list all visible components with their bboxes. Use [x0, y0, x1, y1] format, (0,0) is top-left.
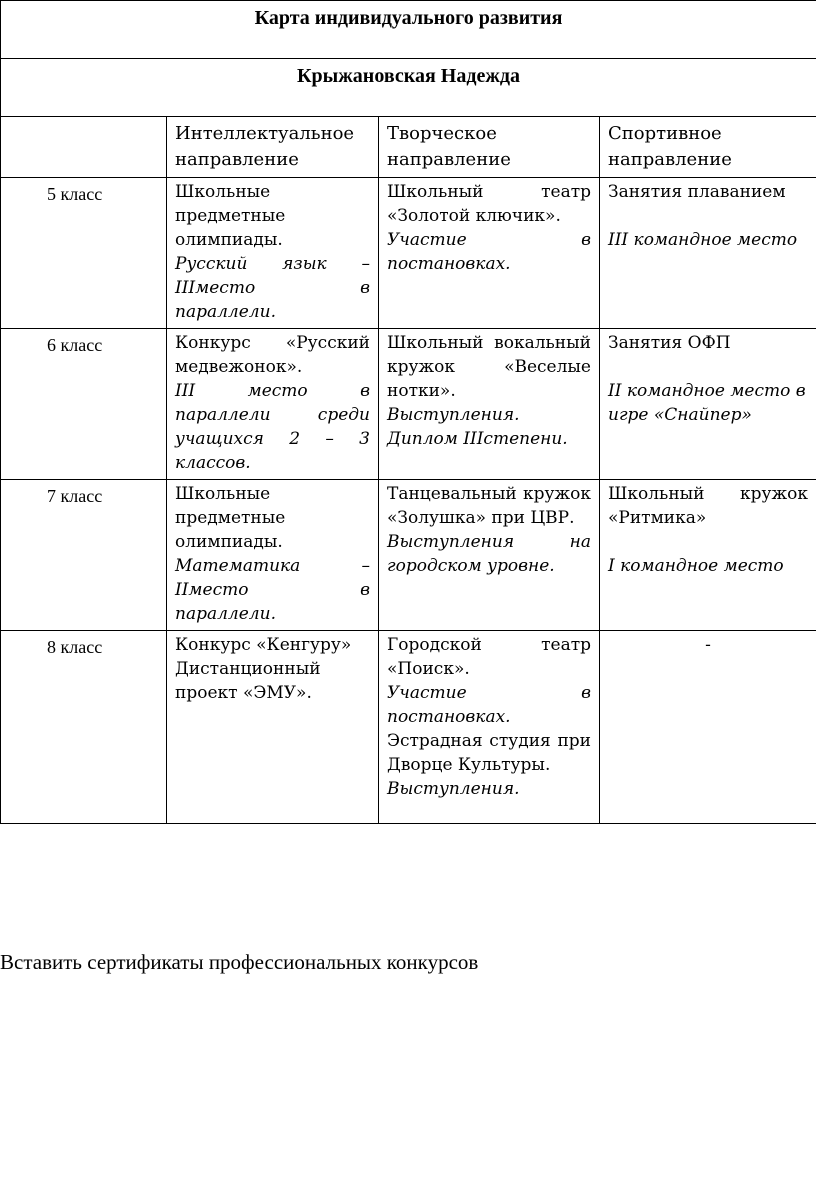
grade-label: 5 класс [1, 178, 167, 329]
intel-text: Школьные предметные олимпиады. [175, 484, 286, 552]
column-header-sport: Спортивное направление [600, 117, 816, 178]
sport-text: Занятия плаванием [608, 182, 786, 202]
table-row [1, 631, 816, 824]
creative-cell [379, 329, 600, 480]
intel-cell [167, 329, 379, 480]
student-name: Крыжановская Надежда [1, 59, 816, 117]
grade-label: 7 класс [1, 480, 167, 631]
card-title: Карта индивидуального развития [1, 1, 816, 59]
sport-text: Занятия ОФП [608, 333, 731, 353]
creative-cell [379, 480, 600, 631]
column-header-intel: Интеллектуальное направление [167, 117, 379, 178]
creative-text-2: Эстрадная студия при Дворце Культуры. [387, 731, 591, 775]
creative-result-2: Выступления. [387, 779, 520, 799]
creative-cell [379, 178, 600, 329]
table-row [1, 178, 816, 329]
table-row [1, 329, 816, 480]
creative-result: Выступления. Диплом IIIстепени. [387, 405, 568, 449]
creative-result: Выступления на городском уровне. [387, 532, 591, 576]
grade-label: 6 класс [1, 329, 167, 480]
empty-header-cell [1, 117, 167, 178]
creative-text: Городской театр «Поиск». [387, 635, 591, 679]
sport-text: - [705, 635, 711, 655]
sport-cell [600, 329, 816, 480]
table-row [1, 480, 816, 631]
intel-result: III место в параллели среди учащихся 2 – 3 классов. [175, 381, 370, 473]
column-header-creative: Творческое направление [379, 117, 600, 178]
sport-cell [600, 631, 816, 824]
footer-note: Вставить сертификаты профессиональных конкурсов [0, 950, 479, 974]
intel-cell [167, 631, 379, 824]
intel-cell [167, 480, 379, 631]
title-row [1, 1, 816, 59]
intel-result: Русский язык – IIIместо в параллели. [175, 254, 370, 322]
grade-label: 8 класс [1, 631, 167, 824]
intel-text: Конкурс «Русский медвежонок». [175, 333, 370, 377]
sport-cell [600, 480, 816, 631]
intel-cell [167, 178, 379, 329]
creative-result: Участие в постановках. [387, 683, 591, 727]
intel-text: Конкурс «Кенгуру» Дистанционный проект «ЭМУ». [175, 635, 352, 703]
sport-text: Школьный кружок «Ритмика» [608, 484, 809, 528]
intel-result: Математика – IIместо в параллели. [175, 556, 370, 624]
intel-text: Школьные предметные олимпиады. [175, 182, 286, 250]
sport-cell [600, 178, 816, 329]
column-header-row [1, 117, 816, 178]
creative-text: Школьный театр «Золотой ключик». [387, 182, 591, 226]
sport-result: II командное место в игре «Снайпер» [608, 381, 806, 425]
sport-result: I командное место [608, 556, 784, 576]
sport-result: III командное место [608, 230, 798, 250]
creative-text: Школьный вокальный кружок «Веселые нотки». [387, 333, 591, 401]
creative-result: Участие в постановках. [387, 230, 591, 274]
student-row [1, 59, 816, 117]
creative-cell [379, 631, 600, 824]
creative-text: Танцевальный кружок «Золушка» при ЦВР. [387, 484, 591, 528]
